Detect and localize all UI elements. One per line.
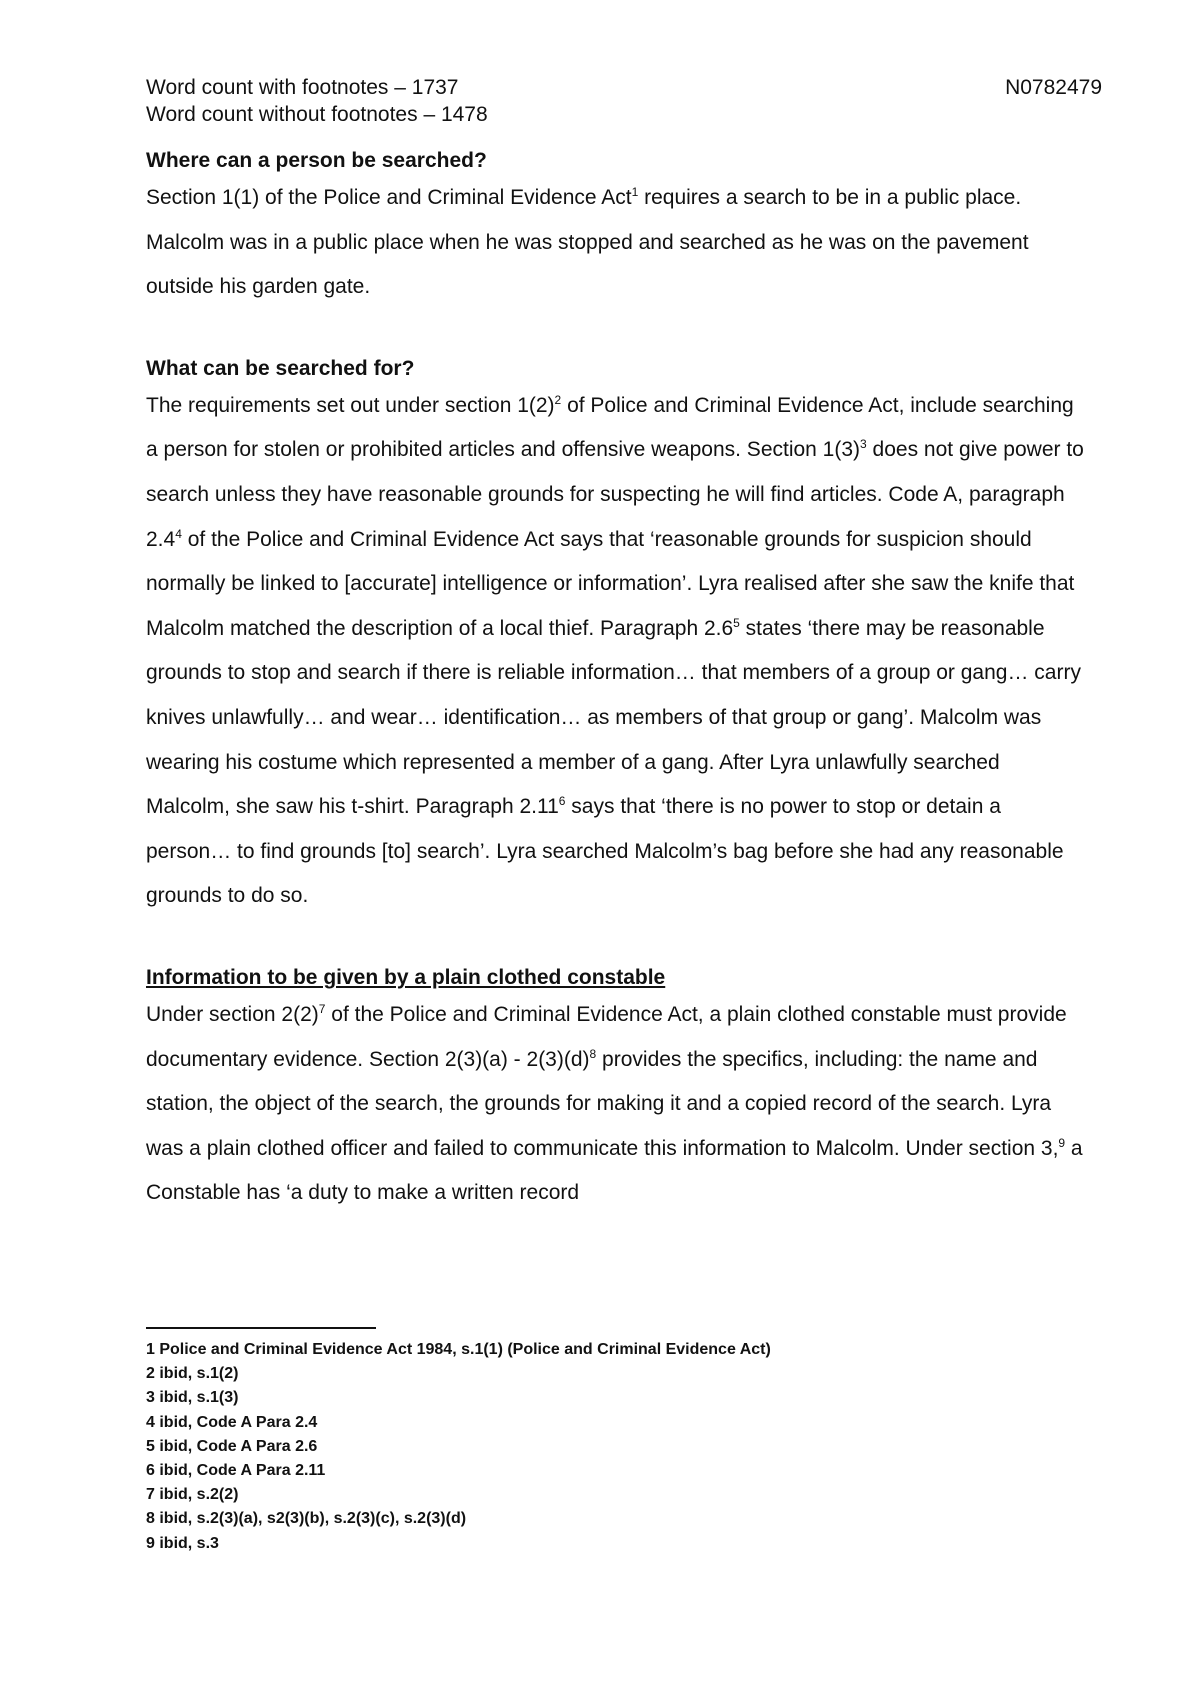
text-run: provides the specifics, including: the name and station, the object of the search, the grounds for making it and a copied record of the search. Lyra was a plain clothed officer and failed to communicate this information to Malcolm. Under section 3, — [146, 1047, 1059, 1160]
section-plain-clothed-constable — [146, 963, 1086, 1216]
footnote-ref: 4 — [175, 526, 182, 541]
footnote: 2 ibid, s.1(2) — [146, 1365, 239, 1383]
text-run: says that ‘there is no power to stop or detain a person… to find grounds [to] search’. Lyra searched Malcolm’s bag before she had any reasonable grounds to do so. — [146, 795, 1064, 908]
document-header — [146, 74, 1102, 128]
footnote: 5 ibid, Code A Para 2.6 — [146, 1437, 318, 1455]
footnote-ref: 6 — [558, 794, 566, 809]
footnote: 4 ibid, Code A Para 2.4 — [146, 1413, 318, 1431]
section-heading: Where can a person be searched? — [146, 149, 487, 172]
footnote-ref: 8 — [589, 1046, 597, 1061]
footnote-ref: 3 — [860, 437, 867, 452]
student-id: N0782479 — [1005, 76, 1102, 99]
text-run: Section 1(1) of the Police and Criminal Evidence Act — [146, 186, 632, 209]
word-count-with-footnotes: Word count with footnotes – 1737 — [146, 76, 459, 99]
text-run: a Constable has ‘a duty to make a written record — [146, 1136, 1083, 1205]
section-paragraph — [146, 993, 1086, 1216]
text-run: of the Police and Criminal Evidence Act says that ‘reasonable grounds for suspicion should normally be linked to [accurate] intelligence or information’. Lyra realised after she saw the knife that Malcolm matched the description of a local thief. Paragraph 2.6 — [146, 527, 1075, 640]
footnote-ref: 9 — [1058, 1135, 1066, 1150]
footnotes — [146, 1338, 771, 1556]
footnote: 3 ibid, s.1(3) — [146, 1389, 239, 1407]
footnote: 1 Police and Criminal Evidence Act 1984, s.1(1) (Police and Criminal Evidence Act) — [146, 1341, 771, 1358]
footnote: 6 ibid, Code A Para 2.11 — [146, 1462, 326, 1480]
section-heading: What can be searched for? — [146, 356, 415, 380]
text-run: does not give power to search unless they have reasonable grounds for suspecting he will find articles. Code A, paragraph 2.4 — [146, 438, 1084, 551]
footnote: 8 ibid, s.2(3)(a), s2(3)(b), s.2(3)(c), s.2(3)(d) — [146, 1510, 467, 1528]
footnote-ref: 2 — [554, 392, 562, 407]
text-run: of Police and Criminal Evidence Act, include searching a person for stolen or prohibited articles and offensive weapons. Section 1(3) — [146, 393, 1074, 462]
section-paragraph — [146, 176, 1086, 310]
section-where-searched — [146, 146, 1086, 310]
footnote-separator — [146, 1327, 376, 1329]
section-what-searched — [146, 354, 1086, 919]
footnote-ref: 5 — [733, 615, 740, 630]
text-run: The requirements set out under section 1(2) — [146, 393, 555, 417]
section-heading: Information to be given by a plain clothed constable — [146, 965, 666, 989]
section-paragraph — [146, 384, 1086, 919]
word-count-without-footnotes: Word count without footnotes – 1478 — [146, 103, 488, 126]
footnote-ref: 1 — [631, 185, 639, 199]
text-run: states ‘there may be reasonable grounds to stop and search if there is reliable information… that members of a group or gang… carry knives unlawfully… and wear… identification… as members of that group or gang’. Malcolm was wearing his costume which represented a member of a gang. After Lyra unlawfully searched Malcolm, she saw his t-shirt. Paragraph 2.11 — [146, 616, 1081, 819]
text-run: Under section 2(2) — [146, 1002, 319, 1026]
document-body — [146, 146, 1086, 1216]
text-run: of the Police and Criminal Evidence Act, a plain clothed constable must provide documentary evidence. Section 2(3)(a) - 2(3)(d) — [146, 1002, 1067, 1071]
footnote: 7 ibid, s.2(2) — [146, 1486, 239, 1504]
footnote: 9 ibid, s.3 — [146, 1534, 219, 1552]
footnote-ref: 7 — [318, 1001, 326, 1016]
text-run: requires a search to be in a public place. Malcolm was in a public place when he was stopped and searched as he was on the pavement outside his garden gate. — [146, 186, 1029, 299]
